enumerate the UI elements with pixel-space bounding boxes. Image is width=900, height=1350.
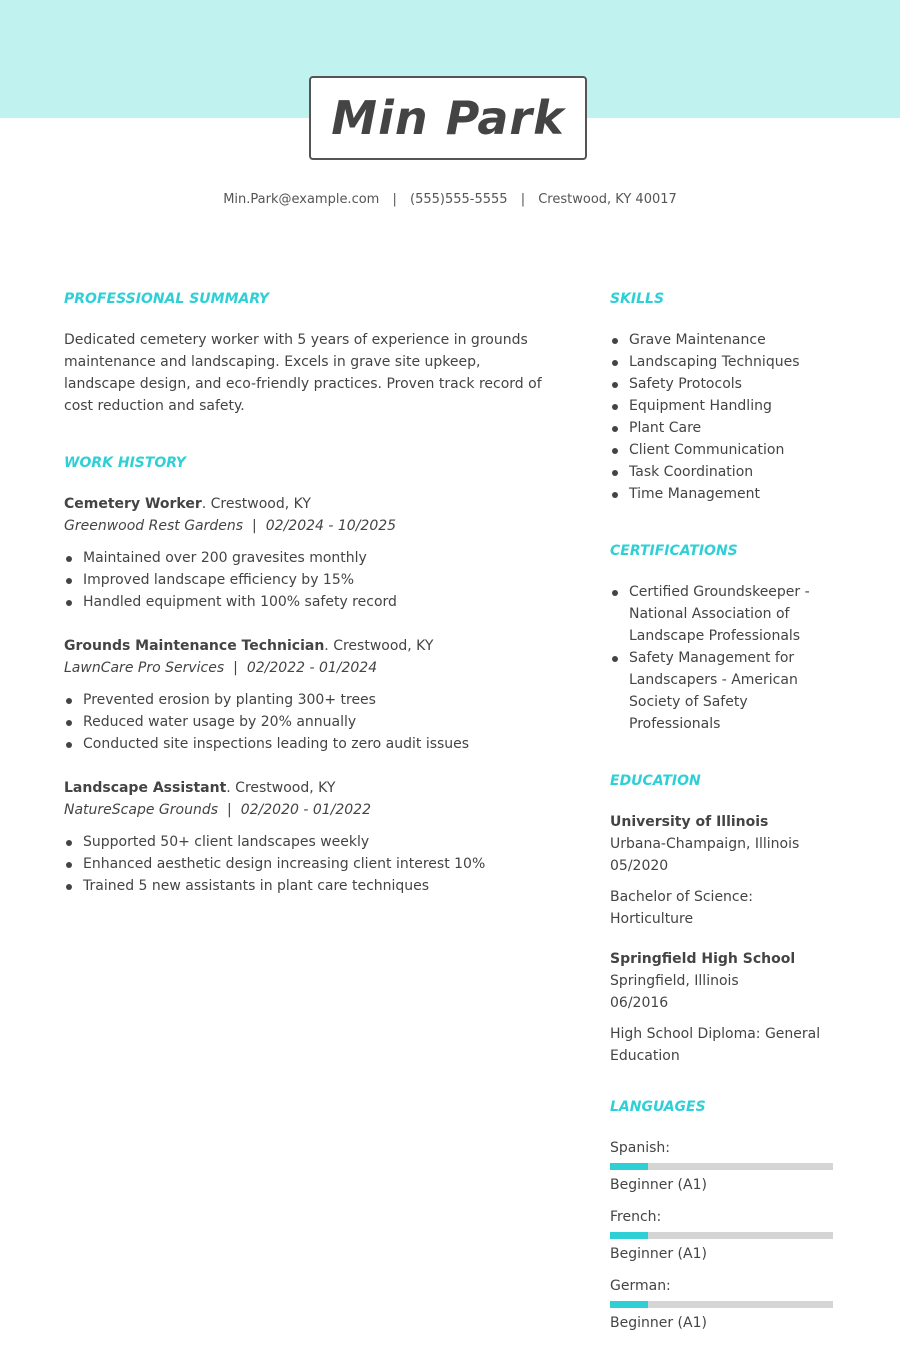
job-entry <box>64 777 554 897</box>
education-date: 06/2016 <box>610 995 669 1011</box>
list-item: Trained 5 new assistants in plant care techniques <box>64 875 554 897</box>
job-location: . Crestwood, KY <box>324 638 434 654</box>
job-title: Cemetery Worker <box>64 496 202 512</box>
job-location: . Crestwood, KY <box>226 780 336 796</box>
list-item: Time Management <box>610 483 840 505</box>
section-title-education: EDUCATION <box>610 773 701 789</box>
language-level-bar <box>610 1301 833 1308</box>
language-level-fill <box>610 1232 648 1239</box>
contact-separator: | <box>520 192 526 207</box>
list-item: Task Coordination <box>610 461 840 483</box>
list-item: Maintained over 200 gravesites monthly <box>64 547 554 569</box>
education-section <box>610 773 840 1067</box>
certifications-section <box>610 543 840 735</box>
section-title-certifications: CERTIFICATIONS <box>610 543 738 559</box>
language-level-bar <box>610 1232 833 1239</box>
list-item: Equipment Handling <box>610 395 840 417</box>
candidate-name: Min Park <box>331 91 565 145</box>
summary-text: Dedicated cemetery worker with 5 years of experience in grounds maintenance and landscaping. Excels in grave site upkeep, landscape design, and eco-friendly practices. Proven track record of cost reduction and safety. <box>64 332 542 414</box>
contact-line <box>0 192 900 207</box>
education-entry <box>610 948 840 1067</box>
job-title: Grounds Maintenance Technician <box>64 638 325 654</box>
certifications-list <box>610 581 840 735</box>
job-dates: 02/2020 - 01/2022 <box>240 802 371 818</box>
language-entry <box>610 1137 840 1196</box>
contact-separator: | <box>392 192 397 207</box>
left-column <box>64 291 554 919</box>
language-level-fill <box>610 1163 648 1170</box>
section-title-summary: PROFESSIONAL SUMMARY <box>64 291 269 307</box>
job-company: LawnCare Pro Services <box>64 660 225 676</box>
education-place: Urbana-Champaign, Illinois <box>610 836 800 852</box>
language-name: Spanish: <box>610 1140 670 1156</box>
section-title-languages: LANGUAGES <box>610 1099 706 1115</box>
job-title: Landscape Assistant <box>64 780 227 796</box>
contact-location: Crestwood, KY 40017 <box>538 192 677 207</box>
language-level-fill <box>610 1301 648 1308</box>
job-bullets <box>64 831 554 897</box>
education-place: Springfield, Illinois <box>610 973 739 989</box>
job-bullets <box>64 547 554 613</box>
list-item: Safety Protocols <box>610 373 840 395</box>
skills-section <box>610 291 840 505</box>
contact-phone: (555)555-5555 <box>410 192 508 207</box>
list-item: Conducted site inspections leading to zero audit issues <box>64 733 554 755</box>
job-location: . Crestwood, KY <box>201 496 311 512</box>
language-name: German: <box>610 1278 671 1294</box>
language-level: Beginner (A1) <box>610 1177 707 1193</box>
list-item: Plant Care <box>610 417 840 439</box>
list-item: Supported 50+ client landscapes weekly <box>64 831 554 853</box>
languages-section <box>610 1099 840 1334</box>
list-item: Safety Management for Landscapers - American Society of Safety Professionals <box>610 647 840 735</box>
list-item: Prevented erosion by planting 300+ trees <box>64 689 554 711</box>
section-title-work-history: WORK HISTORY <box>64 455 186 471</box>
job-entry <box>64 493 554 613</box>
list-item: Reduced water usage by 20% annually <box>64 711 554 733</box>
job-separator: | <box>233 660 238 676</box>
summary-section <box>64 291 554 417</box>
language-name: French: <box>610 1209 662 1225</box>
list-item: Grave Maintenance <box>610 329 840 351</box>
work-history-section <box>64 455 554 897</box>
education-date: 05/2020 <box>610 858 669 874</box>
language-level-bar <box>610 1163 833 1170</box>
job-company: NatureScape Grounds <box>64 802 218 818</box>
language-level: Beginner (A1) <box>610 1246 707 1262</box>
job-dates: 02/2022 - 01/2024 <box>246 660 378 676</box>
list-item: Enhanced aesthetic design increasing client interest 10% <box>64 853 554 875</box>
job-separator: | <box>252 518 257 534</box>
list-item: Landscaping Techniques <box>610 351 840 373</box>
language-entry <box>610 1206 840 1265</box>
contact-email: Min.Park@example.com <box>223 192 380 207</box>
language-level: Beginner (A1) <box>610 1315 707 1331</box>
job-company: Greenwood Rest Gardens <box>64 518 244 534</box>
job-entry <box>64 635 554 755</box>
section-title-skills: SKILLS <box>610 291 665 307</box>
right-column <box>610 291 840 1344</box>
education-entry <box>610 811 840 930</box>
skills-list <box>610 329 840 505</box>
job-bullets <box>64 689 554 755</box>
language-entry <box>610 1275 840 1334</box>
list-item: Handled equipment with 100% safety record <box>64 591 554 613</box>
education-school: Springfield High School <box>610 951 796 967</box>
education-degree: Bachelor of Science: Horticulture <box>610 889 753 927</box>
job-dates: 02/2024 - 10/2025 <box>265 518 397 534</box>
job-separator: | <box>227 802 232 818</box>
education-degree: High School Diploma: General Education <box>610 1026 821 1064</box>
name-box <box>309 76 587 160</box>
list-item: Client Communication <box>610 439 840 461</box>
list-item: Certified Groundskeeper - National Association of Landscape Professionals <box>610 581 840 647</box>
education-school: University of Illinois <box>610 814 769 830</box>
list-item: Improved landscape efficiency by 15% <box>64 569 554 591</box>
